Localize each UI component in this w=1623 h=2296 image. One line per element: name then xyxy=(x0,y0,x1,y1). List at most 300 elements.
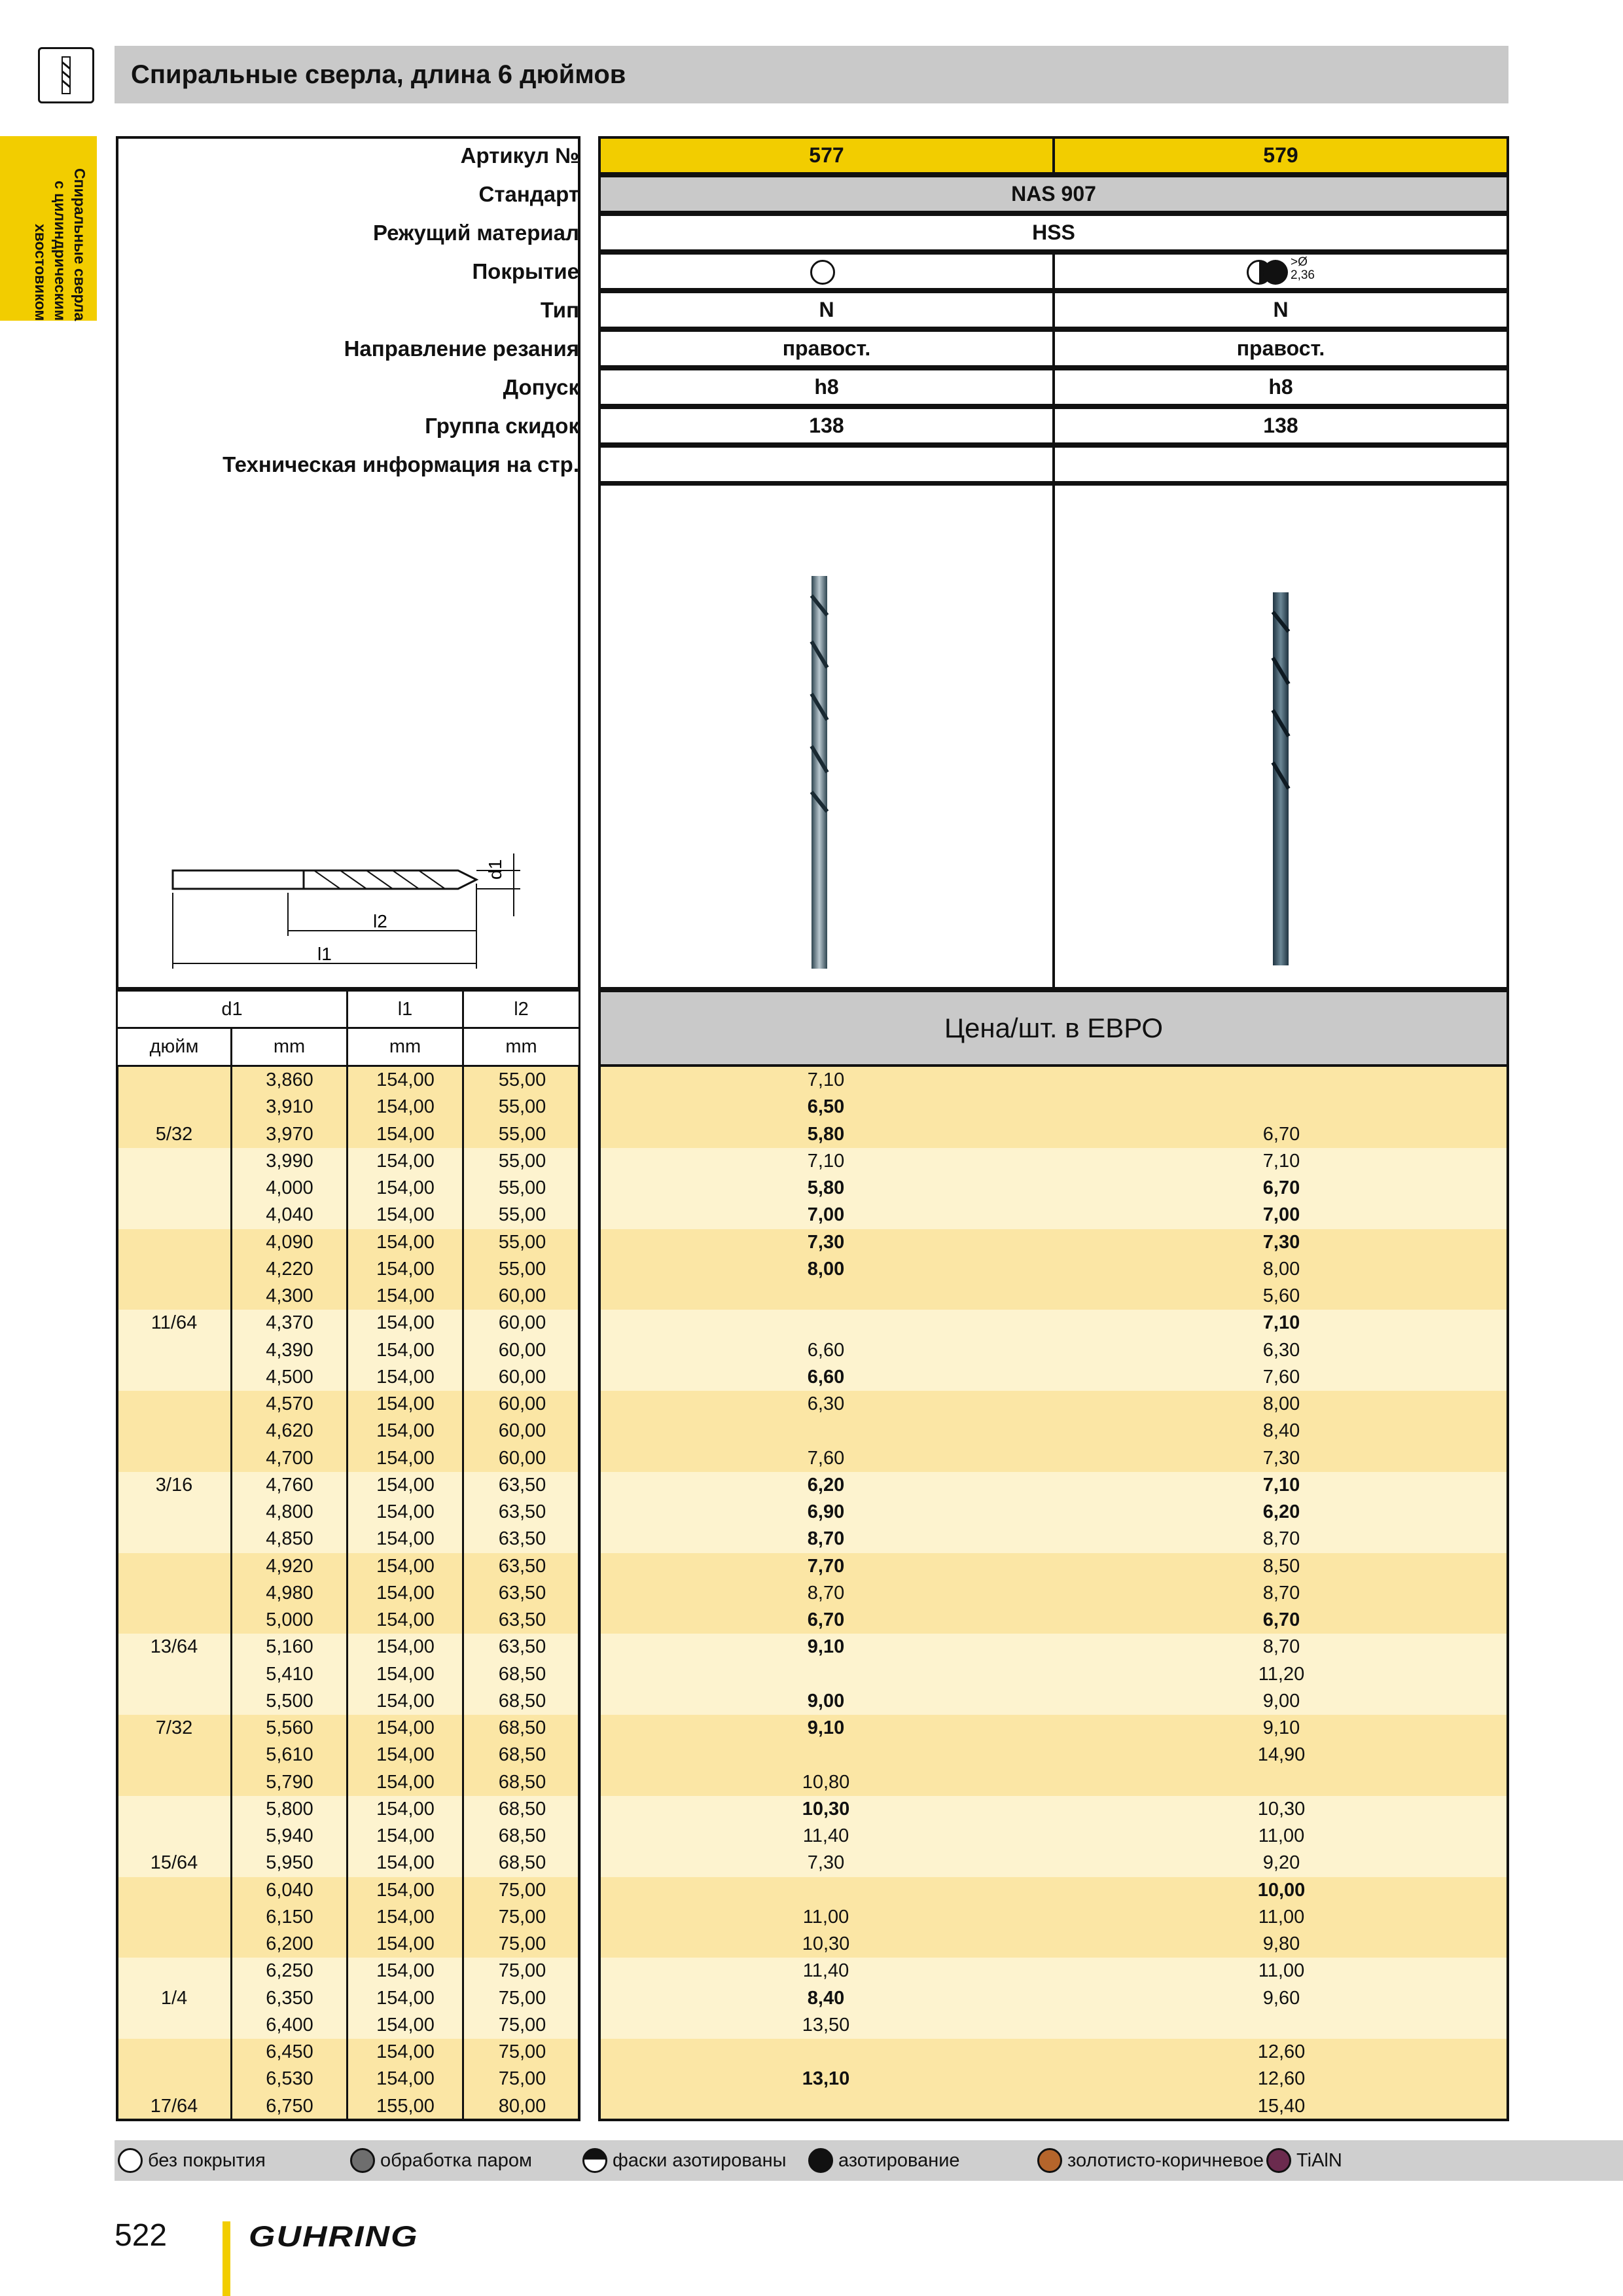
cell-l2: 75,00 xyxy=(498,1987,546,2009)
cell-d1: 6,150 xyxy=(266,1906,313,1928)
property-label: Тип xyxy=(540,298,579,322)
cell-d1: 4,570 xyxy=(266,1393,313,1414)
property-label: Артикул № xyxy=(460,143,579,168)
cell-l1: 154,00 xyxy=(376,1636,435,1658)
cell-d1: 5,560 xyxy=(266,1717,313,1738)
cell-l1: 154,00 xyxy=(376,1204,435,1226)
table-column-line xyxy=(598,1067,601,2120)
drill-category-icon xyxy=(38,47,94,103)
cell-l1: 154,00 xyxy=(376,1096,435,1118)
price-579: 7,10 xyxy=(1262,1312,1300,1334)
price-577: 6,30 xyxy=(807,1393,845,1414)
price-577 xyxy=(598,1418,1054,1444)
cell-l1: 154,00 xyxy=(376,1123,435,1145)
cell-l1: 154,00 xyxy=(376,1312,435,1334)
nitrided-icon xyxy=(1263,260,1288,285)
cell-d1: 4,760 xyxy=(266,1474,313,1496)
cell-l2: 68,50 xyxy=(498,1717,546,1738)
cell-d1: 6,450 xyxy=(266,2041,313,2062)
cell-l1: 154,00 xyxy=(376,1744,435,1766)
cell-inch xyxy=(116,1364,232,1391)
price-579: 11,00 xyxy=(1258,1960,1305,1982)
price-577: 6,60 xyxy=(807,1366,845,1388)
table-column-line xyxy=(462,1067,464,2120)
cell-inch xyxy=(116,1931,232,1958)
uncoated-icon xyxy=(810,260,835,285)
property-value-579: N xyxy=(1052,291,1509,329)
cell-d1: 6,040 xyxy=(266,1879,313,1901)
cell-l2: 60,00 xyxy=(498,1393,546,1414)
legend-label: азотирование xyxy=(838,2150,960,2171)
cell-l2: 60,00 xyxy=(498,1339,546,1361)
cell-inch xyxy=(116,1229,232,1256)
side-tab-label xyxy=(18,136,90,321)
price-577: 10,30 xyxy=(802,1798,850,1820)
page-number: 522 xyxy=(115,2218,168,2253)
property-label: Направление резания xyxy=(344,336,579,361)
price-577 xyxy=(598,1877,1054,1904)
side-tab-line: Спиральные сверла xyxy=(71,168,88,321)
cell-l1: 154,00 xyxy=(376,1366,435,1388)
price-577: 6,90 xyxy=(807,1501,845,1522)
coating-threshold-note: >Ø xyxy=(1291,255,1308,269)
cell-d1: 4,500 xyxy=(266,1366,313,1388)
cell-inch xyxy=(116,1337,232,1364)
cell-d1: 5,940 xyxy=(266,1825,313,1846)
cell-l2: 75,00 xyxy=(498,1879,546,1901)
price-577: 6,50 xyxy=(807,1096,845,1118)
table-bottom-line xyxy=(598,2119,1509,2121)
cell-d1: 5,000 xyxy=(266,1609,313,1630)
property-label: Техническая информация на стр. xyxy=(223,452,579,476)
price-579: 15,40 xyxy=(1257,2095,1306,2117)
price-579: 6,70 xyxy=(1262,1609,1300,1630)
gold-brown-icon xyxy=(1037,2148,1062,2173)
side-tab-line: с цилиндрическим xyxy=(52,180,69,321)
cell-l2: 75,00 xyxy=(498,1906,546,1928)
nitrided-chamfers-icon xyxy=(582,2148,607,2173)
cell-l2: 63,50 xyxy=(498,1636,546,1658)
price-577: 13,50 xyxy=(802,2014,850,2036)
price-579: 7,00 xyxy=(1262,1204,1300,1226)
cell-l2: 68,50 xyxy=(498,1744,546,1766)
price-579: 9,20 xyxy=(1262,1852,1300,1874)
cell-d1: 4,980 xyxy=(266,1582,313,1604)
cell-inch xyxy=(116,2066,232,2092)
cell-inch xyxy=(116,1202,232,1229)
diagram-label-l1: l1 xyxy=(317,944,332,964)
uncoated-icon xyxy=(118,2148,143,2173)
price-579: 9,80 xyxy=(1262,1933,1300,1954)
drill-577-image xyxy=(798,576,838,969)
price-577: 7,00 xyxy=(807,1204,845,1226)
price-579: 10,30 xyxy=(1257,1798,1306,1820)
price-579: 14,90 xyxy=(1257,1744,1306,1766)
price-579: 6,20 xyxy=(1262,1501,1300,1522)
legend-label: обработка паром xyxy=(380,2150,532,2171)
cell-inch: 5/32 xyxy=(155,1123,193,1145)
cell-l2: 60,00 xyxy=(498,1312,546,1334)
cell-inch xyxy=(116,1823,232,1850)
price-577: 7,10 xyxy=(807,1069,845,1090)
price-577: 11,40 xyxy=(802,1825,849,1846)
cell-l1: 154,00 xyxy=(376,1933,435,1954)
price-577: 8,70 xyxy=(807,1582,845,1604)
column-head-l2: l2 xyxy=(462,990,580,1029)
cell-l1: 154,00 xyxy=(376,1339,435,1361)
drill-dimension-diagram xyxy=(164,844,530,975)
image-divider xyxy=(1052,483,1055,990)
cell-d1: 5,610 xyxy=(266,1744,313,1766)
legend-label: фаски азотированы xyxy=(613,2150,787,2171)
tialn-icon xyxy=(1266,2148,1291,2173)
cell-l1: 154,00 xyxy=(376,1582,435,1604)
price-577: 5,80 xyxy=(807,1177,845,1198)
steam-treated-icon xyxy=(350,2148,375,2173)
cell-d1: 6,750 xyxy=(266,2095,313,2117)
property-value-579: 138 xyxy=(1052,406,1509,445)
cell-inch xyxy=(116,1661,232,1688)
price-579: 8,50 xyxy=(1262,1555,1300,1577)
price-579: 7,30 xyxy=(1262,1447,1300,1469)
price-579: 5,60 xyxy=(1262,1285,1300,1306)
cell-d1: 4,800 xyxy=(266,1501,313,1522)
cell-l2: 80,00 xyxy=(498,2095,546,2117)
table-bottom-line xyxy=(116,2119,580,2121)
property-label: Группа скидок xyxy=(425,414,579,438)
cell-d1: 4,700 xyxy=(266,1447,313,1469)
cell-l1: 154,00 xyxy=(376,1447,435,1469)
cell-l2: 63,50 xyxy=(498,1528,546,1550)
drill-579-image xyxy=(1260,592,1299,965)
cell-d1: 5,410 xyxy=(266,1663,313,1685)
cell-inch xyxy=(116,1769,232,1796)
cell-d1: 3,990 xyxy=(266,1150,313,1172)
price-579: 8,00 xyxy=(1262,1393,1300,1414)
cell-l2: 55,00 xyxy=(498,1150,546,1172)
cell-d1: 4,850 xyxy=(266,1528,313,1550)
price-577: 6,60 xyxy=(807,1339,845,1361)
cell-d1: 6,400 xyxy=(266,2014,313,2036)
cell-l2: 63,50 xyxy=(498,1474,546,1496)
cell-l1: 154,00 xyxy=(376,2041,435,2062)
property-label: Покрытие xyxy=(472,259,579,283)
property-label: Допуск xyxy=(503,375,579,399)
cell-inch xyxy=(116,1499,232,1526)
price-579: 8,70 xyxy=(1262,1582,1300,1604)
cell-d1: 4,920 xyxy=(266,1555,313,1577)
cell-l2: 63,50 xyxy=(498,1609,546,1630)
cell-l1: 154,00 xyxy=(376,1852,435,1874)
cell-inch: 13/64 xyxy=(150,1636,198,1658)
cell-l1: 154,00 xyxy=(376,1609,435,1630)
price-577: 10,80 xyxy=(802,1771,850,1793)
cell-l2: 75,00 xyxy=(498,2014,546,2036)
property-value: NAS 907 xyxy=(598,175,1509,213)
cell-l2: 75,00 xyxy=(498,2068,546,2090)
property-value-577: h8 xyxy=(598,368,1055,406)
cell-l2: 60,00 xyxy=(498,1420,546,1442)
property-value-577: 138 xyxy=(598,406,1055,445)
cell-inch xyxy=(116,1445,232,1472)
cell-inch xyxy=(116,2012,232,2039)
price-579: 9,10 xyxy=(1262,1717,1300,1738)
cell-d1: 6,250 xyxy=(266,1960,313,1982)
cell-l1: 154,00 xyxy=(376,1879,435,1901)
column-head-mm: mm xyxy=(230,1027,348,1067)
cell-l1: 154,00 xyxy=(376,2014,435,2036)
property-label: Стандарт xyxy=(478,182,579,206)
column-head-mm: mm xyxy=(346,1027,464,1067)
price-579 xyxy=(1054,1094,1509,1121)
side-tab-line: хвостовиком xyxy=(32,223,49,321)
price-577 xyxy=(598,2093,1054,2120)
table-column-line xyxy=(346,1067,348,2120)
cell-d1: 4,220 xyxy=(266,1258,313,1280)
cell-d1: 3,970 xyxy=(266,1123,313,1145)
price-579: 8,00 xyxy=(1262,1258,1300,1280)
cell-l1: 154,00 xyxy=(376,1771,435,1793)
price-579 xyxy=(1054,2012,1509,2039)
cell-l1: 154,00 xyxy=(376,1501,435,1522)
property-value-579: правост. xyxy=(1052,329,1509,368)
price-579: 7,30 xyxy=(1262,1231,1300,1253)
price-577: 8,70 xyxy=(807,1528,845,1550)
cell-l1: 154,00 xyxy=(376,1798,435,1820)
column-head-mm: mm xyxy=(462,1027,580,1067)
cell-inch: 7/32 xyxy=(155,1717,193,1738)
price-577: 8,00 xyxy=(807,1258,845,1280)
property-label: Режущий материал xyxy=(372,221,579,245)
cell-l2: 55,00 xyxy=(498,1177,546,1198)
price-577: 11,40 xyxy=(802,1960,849,1982)
cell-d1: 5,800 xyxy=(266,1798,313,1820)
price-577: 5,80 xyxy=(807,1123,845,1145)
price-column-head: Цена/шт. в ЕВРО xyxy=(598,990,1509,1067)
cell-inch xyxy=(116,1526,232,1552)
cell-l2: 68,50 xyxy=(498,1798,546,1820)
cell-d1: 6,350 xyxy=(266,1987,313,2009)
price-577: 9,10 xyxy=(807,1636,845,1658)
table-column-line xyxy=(1507,1067,1509,2120)
cell-d1: 3,910 xyxy=(266,1096,313,1118)
price-577 xyxy=(598,1742,1054,1768)
cell-l2: 55,00 xyxy=(498,1123,546,1145)
diagram-label-d1: d1 xyxy=(485,859,505,880)
cell-l2: 68,50 xyxy=(498,1825,546,1846)
nitrided-icon xyxy=(808,2148,833,2173)
cell-inch xyxy=(116,2039,232,2066)
price-579: 11,00 xyxy=(1258,1825,1305,1846)
price-579: 11,00 xyxy=(1258,1906,1305,1928)
price-577: 9,10 xyxy=(807,1717,845,1738)
price-577: 7,60 xyxy=(807,1447,845,1469)
cell-l2: 75,00 xyxy=(498,2041,546,2062)
cell-d1: 5,790 xyxy=(266,1771,313,1793)
property-value: HSS xyxy=(598,213,1509,252)
price-579 xyxy=(1054,1769,1509,1796)
cell-l1: 154,00 xyxy=(376,1177,435,1198)
cell-l2: 75,00 xyxy=(498,1960,546,1982)
cell-inch xyxy=(116,1391,232,1418)
price-579: 8,40 xyxy=(1262,1420,1300,1442)
cell-inch: 11/64 xyxy=(151,1312,198,1334)
cell-l1: 154,00 xyxy=(376,1258,435,1280)
price-579: 6,70 xyxy=(1262,1177,1300,1198)
price-577 xyxy=(598,1661,1054,1688)
cell-l1: 154,00 xyxy=(376,1555,435,1577)
cell-d1: 5,950 xyxy=(266,1852,313,1874)
cell-inch: 17/64 xyxy=(150,2095,198,2117)
property-value-579: 579 xyxy=(1052,136,1509,175)
price-577: 7,30 xyxy=(807,1231,845,1253)
price-579 xyxy=(1054,1067,1509,1094)
cell-l1: 154,00 xyxy=(376,1960,435,1982)
footer-accent-bar xyxy=(223,2221,230,2296)
price-577: 6,70 xyxy=(807,1609,845,1630)
cell-d1: 5,500 xyxy=(266,1690,313,1712)
cell-l1: 154,00 xyxy=(376,1474,435,1496)
cell-inch xyxy=(116,1283,232,1310)
cell-l2: 68,50 xyxy=(498,1852,546,1874)
price-577 xyxy=(598,1310,1054,1336)
cell-d1: 4,040 xyxy=(266,1204,313,1226)
property-value-579: h8 xyxy=(1052,368,1509,406)
cell-l1: 154,00 xyxy=(376,1393,435,1414)
price-577: 10,30 xyxy=(802,1933,850,1954)
table-column-line xyxy=(116,1067,118,2120)
column-head-inch: дюйм xyxy=(116,1027,232,1067)
cell-inch: 3/16 xyxy=(155,1474,193,1496)
price-577: 6,20 xyxy=(807,1474,845,1496)
cell-l2: 55,00 xyxy=(498,1069,546,1090)
table-column-line xyxy=(230,1067,232,2120)
cell-inch xyxy=(116,1418,232,1444)
cell-d1: 3,860 xyxy=(266,1069,313,1090)
cell-l2: 68,50 xyxy=(498,1663,546,1685)
cell-inch xyxy=(116,1148,232,1175)
cell-inch xyxy=(116,1580,232,1607)
property-value-577: 577 xyxy=(598,136,1055,175)
cell-l1: 154,00 xyxy=(376,1987,435,2009)
price-577: 13,10 xyxy=(802,2068,850,2090)
column-head-l1: l1 xyxy=(346,990,464,1029)
cell-l1: 154,00 xyxy=(376,1150,435,1172)
cell-l2: 63,50 xyxy=(498,1582,546,1604)
cell-inch xyxy=(116,1958,232,1984)
cell-d1: 4,000 xyxy=(266,1177,313,1198)
cell-l1: 154,00 xyxy=(376,1069,435,1090)
diagram-label-l2: l2 xyxy=(373,911,387,931)
property-value-577 xyxy=(598,445,1055,484)
price-577: 11,00 xyxy=(802,1906,849,1928)
price-579: 9,60 xyxy=(1262,1987,1300,2009)
price-579: 6,70 xyxy=(1262,1123,1300,1145)
cell-inch: 15/64 xyxy=(150,1852,198,1874)
cell-l2: 55,00 xyxy=(498,1096,546,1118)
brand-logo: GUHRING xyxy=(249,2220,419,2253)
price-579: 8,70 xyxy=(1262,1528,1300,1550)
cell-d1: 4,620 xyxy=(266,1420,313,1442)
cell-inch xyxy=(116,1607,232,1634)
cell-l1: 154,00 xyxy=(376,1420,435,1442)
price-579: 8,70 xyxy=(1262,1636,1300,1658)
cell-l1: 154,00 xyxy=(376,1690,435,1712)
cell-inch xyxy=(116,1796,232,1823)
cell-inch xyxy=(116,1175,232,1202)
cell-inch xyxy=(116,1094,232,1121)
page-title: Спиральные сверла, длина 6 дюймов xyxy=(131,60,626,89)
cell-l2: 60,00 xyxy=(498,1285,546,1306)
price-579: 10,00 xyxy=(1257,1879,1306,1901)
price-577: 7,70 xyxy=(807,1555,845,1577)
cell-inch xyxy=(116,1067,232,1094)
cell-l1: 154,00 xyxy=(376,1663,435,1685)
legend-label: TiAlN xyxy=(1296,2150,1342,2171)
cell-d1: 5,160 xyxy=(266,1636,313,1658)
price-577 xyxy=(598,1283,1054,1310)
price-579: 7,10 xyxy=(1262,1474,1300,1496)
cell-l2: 63,50 xyxy=(498,1501,546,1522)
cell-inch xyxy=(116,1688,232,1715)
legend-label: без покрытия xyxy=(148,2150,266,2171)
property-value-577: правост. xyxy=(598,329,1055,368)
cell-inch xyxy=(116,1742,232,1768)
price-579: 12,60 xyxy=(1257,2068,1306,2090)
cell-l2: 55,00 xyxy=(498,1258,546,1280)
price-579: 11,20 xyxy=(1258,1663,1305,1685)
cell-l1: 154,00 xyxy=(376,1825,435,1846)
cell-d1: 4,300 xyxy=(266,1285,313,1306)
cell-l2: 60,00 xyxy=(498,1366,546,1388)
legend-label: золотисто-коричневое xyxy=(1067,2150,1264,2171)
cell-l1: 154,00 xyxy=(376,1906,435,1928)
price-577: 7,10 xyxy=(807,1150,845,1172)
column-head-d1: d1 xyxy=(116,990,348,1029)
price-579: 7,60 xyxy=(1262,1366,1300,1388)
cell-l1: 154,00 xyxy=(376,1285,435,1306)
price-579: 6,30 xyxy=(1262,1339,1300,1361)
price-579: 9,00 xyxy=(1262,1690,1300,1712)
cell-l1: 154,00 xyxy=(376,1528,435,1550)
cell-inch xyxy=(116,1904,232,1931)
cell-l1: 154,00 xyxy=(376,1717,435,1738)
cell-l1: 155,00 xyxy=(376,2095,435,2117)
cell-inch xyxy=(116,1553,232,1580)
cell-l1: 154,00 xyxy=(376,2068,435,2090)
cell-l2: 55,00 xyxy=(498,1231,546,1253)
cell-inch xyxy=(116,1256,232,1283)
cell-l2: 55,00 xyxy=(498,1204,546,1226)
cell-l2: 68,50 xyxy=(498,1771,546,1793)
property-value-577: N xyxy=(598,291,1055,329)
cell-l2: 75,00 xyxy=(498,1933,546,1954)
cell-d1: 4,390 xyxy=(266,1339,313,1361)
price-577 xyxy=(598,2039,1054,2066)
cell-l1: 154,00 xyxy=(376,1231,435,1253)
price-577: 8,40 xyxy=(807,1987,845,2009)
cell-l2: 60,00 xyxy=(498,1447,546,1469)
price-579: 7,10 xyxy=(1262,1150,1300,1172)
cell-l2: 68,50 xyxy=(498,1690,546,1712)
cell-d1: 4,090 xyxy=(266,1231,313,1253)
price-577: 9,00 xyxy=(807,1690,845,1712)
price-579: 12,60 xyxy=(1257,2041,1306,2062)
cell-inch xyxy=(116,1877,232,1904)
cell-l2: 63,50 xyxy=(498,1555,546,1577)
property-value-579 xyxy=(1052,445,1509,484)
table-column-line xyxy=(578,1067,580,2120)
